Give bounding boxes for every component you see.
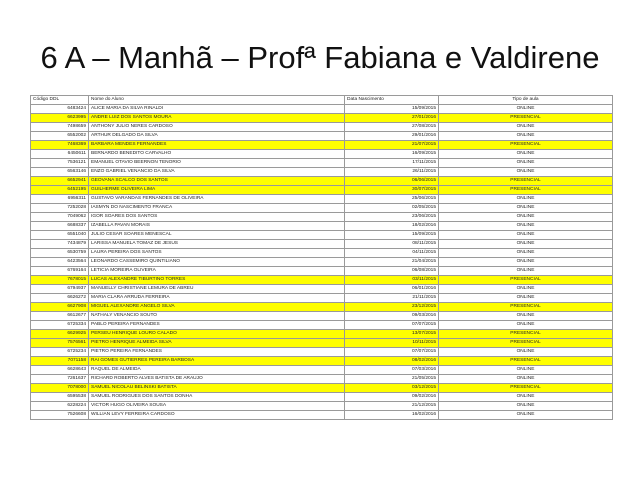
cell-data-nascimento: 06/06/2015 [345,177,439,186]
cell-tipo-de-aula: ONLINE [439,195,613,204]
cell-codigo: 6551040 [31,231,89,240]
cell-nome: MARIA CLARA ARRUDA FERREIRA [89,294,345,303]
table-row [31,195,613,204]
cell-codigo: 7526608 [31,411,89,420]
table-header-row [31,96,613,105]
cell-codigo: 6652941 [31,177,89,186]
cell-data-nascimento: 23/06/2015 [345,213,439,222]
cell-nome: MANUELLY CHRISTIANE LEMURA DE ABREU [89,285,345,294]
cell-data-nascimento: 07/07/2015 [345,348,439,357]
cell-tipo-de-aula: ONLINE [439,366,613,375]
cell-nome: RICHARD ROBERTO ALVES BATISTA DE ARAUJO [89,375,345,384]
cell-nome: LAURA PEREIRA DOS SANTOS [89,249,345,258]
cell-tipo-de-aula: ONLINE [439,285,613,294]
cell-tipo-de-aula: ONLINE [439,267,613,276]
cell-codigo: 7498659 [31,123,89,132]
table-row [31,186,613,195]
cell-data-nascimento: 21/12/2015 [345,402,439,411]
student-table [30,95,613,420]
cell-codigo: 6552002 [31,132,89,141]
cell-codigo: 7049062 [31,213,89,222]
table-row [31,384,613,393]
table-row [31,150,613,159]
cell-nome: BERNARDO BENEDITO CARVALHO [89,150,345,159]
table-row [31,258,613,267]
cell-nome: EMANUEL OTAVIO BEERNON TENORIO [89,159,345,168]
cell-tipo-de-aula: ONLINE [439,231,613,240]
cell-tipo-de-aula: ONLINE [439,150,613,159]
cell-codigo: 6769164 [31,267,89,276]
cell-tipo-de-aula: PRESENCIAL [439,357,613,366]
cell-data-nascimento: 29/01/2016 [345,132,439,141]
cell-codigo: 6627908 [31,303,89,312]
cell-codigo: 6623995 [31,114,89,123]
cell-codigo: 6794937 [31,285,89,294]
cell-codigo: 6626272 [31,294,89,303]
table-row [31,330,613,339]
header-codigo: Código DDL [31,96,89,105]
table-row [31,321,613,330]
cell-tipo-de-aula: ONLINE [439,132,613,141]
cell-codigo: 7678015 [31,276,89,285]
cell-tipo-de-aula: PRESENCIAL [439,303,613,312]
cell-tipo-de-aula: ONLINE [439,204,613,213]
table-row [31,411,613,420]
table-row [31,285,613,294]
cell-data-nascimento: 27/08/2015 [345,123,439,132]
cell-data-nascimento: 06/01/2016 [345,285,439,294]
cell-data-nascimento: 10/11/2015 [345,339,439,348]
cell-data-nascimento: 21/04/2015 [345,258,439,267]
table-row [31,357,613,366]
cell-nome: WILLIAN LEVY FERREIRA CARDOSO [89,411,345,420]
cell-codigo: 6423564 [31,258,89,267]
cell-tipo-de-aula: ONLINE [439,213,613,222]
cell-tipo-de-aula: PRESENCIAL [439,141,613,150]
cell-tipo-de-aula: ONLINE [439,249,613,258]
cell-data-nascimento: 09/03/2016 [345,312,439,321]
cell-nome: LEONARDO CASSEMIRO QUINTILIANO [89,258,345,267]
cell-codigo: 6563146 [31,168,89,177]
cell-data-nascimento: 13/07/2015 [345,330,439,339]
table-row [31,294,613,303]
table-row [31,303,613,312]
cell-codigo: 6628643 [31,366,89,375]
cell-data-nascimento: 21/11/2015 [345,294,439,303]
cell-codigo: 7434879 [31,240,89,249]
cell-tipo-de-aula: PRESENCIAL [439,384,613,393]
cell-data-nascimento: 17/11/2015 [345,159,439,168]
table-row [31,249,613,258]
table-row [31,267,613,276]
cell-tipo-de-aula: PRESENCIAL [439,339,613,348]
table-row [31,168,613,177]
cell-nome: PIETRO PEREIRA FERNANDES [89,348,345,357]
cell-tipo-de-aula: ONLINE [439,240,613,249]
cell-codigo: 6595538 [31,393,89,402]
cell-tipo-de-aula: ONLINE [439,411,613,420]
page-title: 6 A – Manhã – Profª Fabiana e Valdirene [40,40,600,75]
cell-nome: IGOR SOARES DOS SANTOS [89,213,345,222]
cell-nome: ANDRE LUIZ DOS SANTOS MOURA [89,114,345,123]
cell-data-nascimento: 08/11/2015 [345,240,439,249]
cell-data-nascimento: 25/06/2015 [345,195,439,204]
cell-nome: ENZO GABRIEL VENANCIO DA SILVA [89,168,345,177]
cell-codigo: 6483424 [31,105,89,114]
cell-nome: JULIO CESAR SOARES MENESCAL [89,231,345,240]
cell-data-nascimento: 27/01/2016 [345,114,439,123]
cell-tipo-de-aula: ONLINE [439,294,613,303]
cell-data-nascimento: 07/07/2015 [345,321,439,330]
table-row [31,402,613,411]
cell-nome: LARISSA MANUELA TOMAZ DE JESUS [89,240,345,249]
table-row [31,105,613,114]
cell-nome: ALICE MARIA DA SILVA RINALDI [89,105,345,114]
table-row [31,213,613,222]
cell-codigo: 7071158 [31,357,89,366]
cell-nome: GUILHERME OLIVEIRA LIMA [89,186,345,195]
cell-data-nascimento: 07/03/2016 [345,366,439,375]
header-nome: Nome do Aluno [89,96,345,105]
cell-nome: ARTHUR DELGADO DA SILVA [89,132,345,141]
table-row [31,222,613,231]
table-row [31,366,613,375]
cell-tipo-de-aula: ONLINE [439,312,613,321]
cell-codigo: 6956311 [31,195,89,204]
cell-codigo: 6450611 [31,150,89,159]
cell-tipo-de-aula: ONLINE [439,222,613,231]
cell-data-nascimento: 30/07/2015 [345,186,439,195]
table-row [31,393,613,402]
table-row [31,240,613,249]
cell-data-nascimento: 18/02/2016 [345,222,439,231]
cell-data-nascimento: 15/09/2015 [345,231,439,240]
cell-tipo-de-aula: ONLINE [439,258,613,267]
cell-nome: GUSTAVO VARANDAS FERNANDES DE OLIVEIRA [89,195,345,204]
cell-nome: VICTOR HUGO OLIVEIRA SOUSA [89,402,345,411]
cell-nome: RAI GOMES GUTIERRES PEREIRA BARBOSA [89,357,345,366]
cell-data-nascimento: 03/11/2015 [345,276,439,285]
table-row [31,114,613,123]
cell-data-nascimento: 09/02/2016 [345,393,439,402]
cell-data-nascimento: 21/07/2015 [345,141,439,150]
table-row [31,159,613,168]
cell-nome: PERSEU HENRIQUE LOURO CALADO [89,330,345,339]
cell-data-nascimento: 16/09/2015 [345,150,439,159]
cell-data-nascimento: 06/08/2015 [345,267,439,276]
cell-tipo-de-aula: PRESENCIAL [439,330,613,339]
cell-nome: MIGUEL ALEXANDRE ANGELO SILVA [89,303,345,312]
cell-codigo: 6530759 [31,249,89,258]
cell-nome: PABLO PEREIRA FERNANDES [89,321,345,330]
cell-nome: RAQUEL DE ALMEIDA [89,366,345,375]
cell-tipo-de-aula: ONLINE [439,159,613,168]
cell-nome: ANTHONY JULIO NERES CARDOSO [89,123,345,132]
table-row [31,276,613,285]
table-row [31,132,613,141]
cell-codigo: 6228224 [31,402,89,411]
cell-tipo-de-aula: ONLINE [439,168,613,177]
cell-tipo-de-aula: PRESENCIAL [439,186,613,195]
table-row [31,312,613,321]
cell-codigo: 7536121 [31,159,89,168]
cell-data-nascimento: 04/11/2015 [345,249,439,258]
cell-tipo-de-aula: ONLINE [439,348,613,357]
table-row [31,177,613,186]
cell-tipo-de-aula: ONLINE [439,123,613,132]
table-row [31,375,613,384]
cell-codigo: 7261637 [31,375,89,384]
cell-codigo: 6725334 [31,321,89,330]
cell-codigo: 6612677 [31,312,89,321]
cell-nome: LETICIA MOREIRA OLIVEIRA [89,267,345,276]
cell-nome: SAMUEL NICOLAU BELINSKI BATISTA [89,384,345,393]
header-data-nascimento: Data Nascimento [345,96,439,105]
cell-nome: IASMYN DO NASCIMENTO FRANCA [89,204,345,213]
cell-tipo-de-aula: ONLINE [439,105,613,114]
cell-codigo: 7252028 [31,204,89,213]
cell-nome: NATHALY VENANCIO SOUTO [89,312,345,321]
cell-codigo: 7078000 [31,384,89,393]
cell-nome: PIETRO HENRIQUE ALMEIDA SILVA [89,339,345,348]
cell-data-nascimento: 02/05/2015 [345,204,439,213]
cell-codigo: 6452195 [31,186,89,195]
cell-codigo: 6629925 [31,330,89,339]
cell-codigo: 6725234 [31,348,89,357]
cell-tipo-de-aula: PRESENCIAL [439,177,613,186]
table-row [31,231,613,240]
header-tipo-de-aula: Tipo de aula [439,96,613,105]
cell-data-nascimento: 15/09/2015 [345,105,439,114]
cell-nome: LUCAS ALEXANDRE TIBURTINO TORRES [89,276,345,285]
table-row [31,141,613,150]
table-row [31,123,613,132]
cell-data-nascimento: 03/12/2015 [345,384,439,393]
cell-codigo: 6688337 [31,222,89,231]
table-row [31,204,613,213]
table-row [31,348,613,357]
cell-tipo-de-aula: ONLINE [439,393,613,402]
table-row [31,339,613,348]
cell-codigo: 7576561 [31,339,89,348]
cell-nome: SAMUEL RODRIGUES DOS SANTOS DONHA [89,393,345,402]
cell-data-nascimento: 26/11/2015 [345,168,439,177]
cell-data-nascimento: 16/02/2016 [345,411,439,420]
cell-nome: GEOVANA SCALCO DOS SANTOS [89,177,345,186]
cell-nome: IZABELLA PAVAN MORAIS [89,222,345,231]
cell-tipo-de-aula: PRESENCIAL [439,276,613,285]
cell-tipo-de-aula: PRESENCIAL [439,114,613,123]
cell-data-nascimento: 21/05/2015 [345,375,439,384]
cell-data-nascimento: 23/12/2015 [345,303,439,312]
cell-nome: BARBARA MENDES FERNANDES [89,141,345,150]
cell-tipo-de-aula: ONLINE [439,402,613,411]
cell-data-nascimento: 08/02/2016 [345,357,439,366]
cell-codigo: 7468369 [31,141,89,150]
cell-tipo-de-aula: ONLINE [439,321,613,330]
cell-tipo-de-aula: ONLINE [439,375,613,384]
